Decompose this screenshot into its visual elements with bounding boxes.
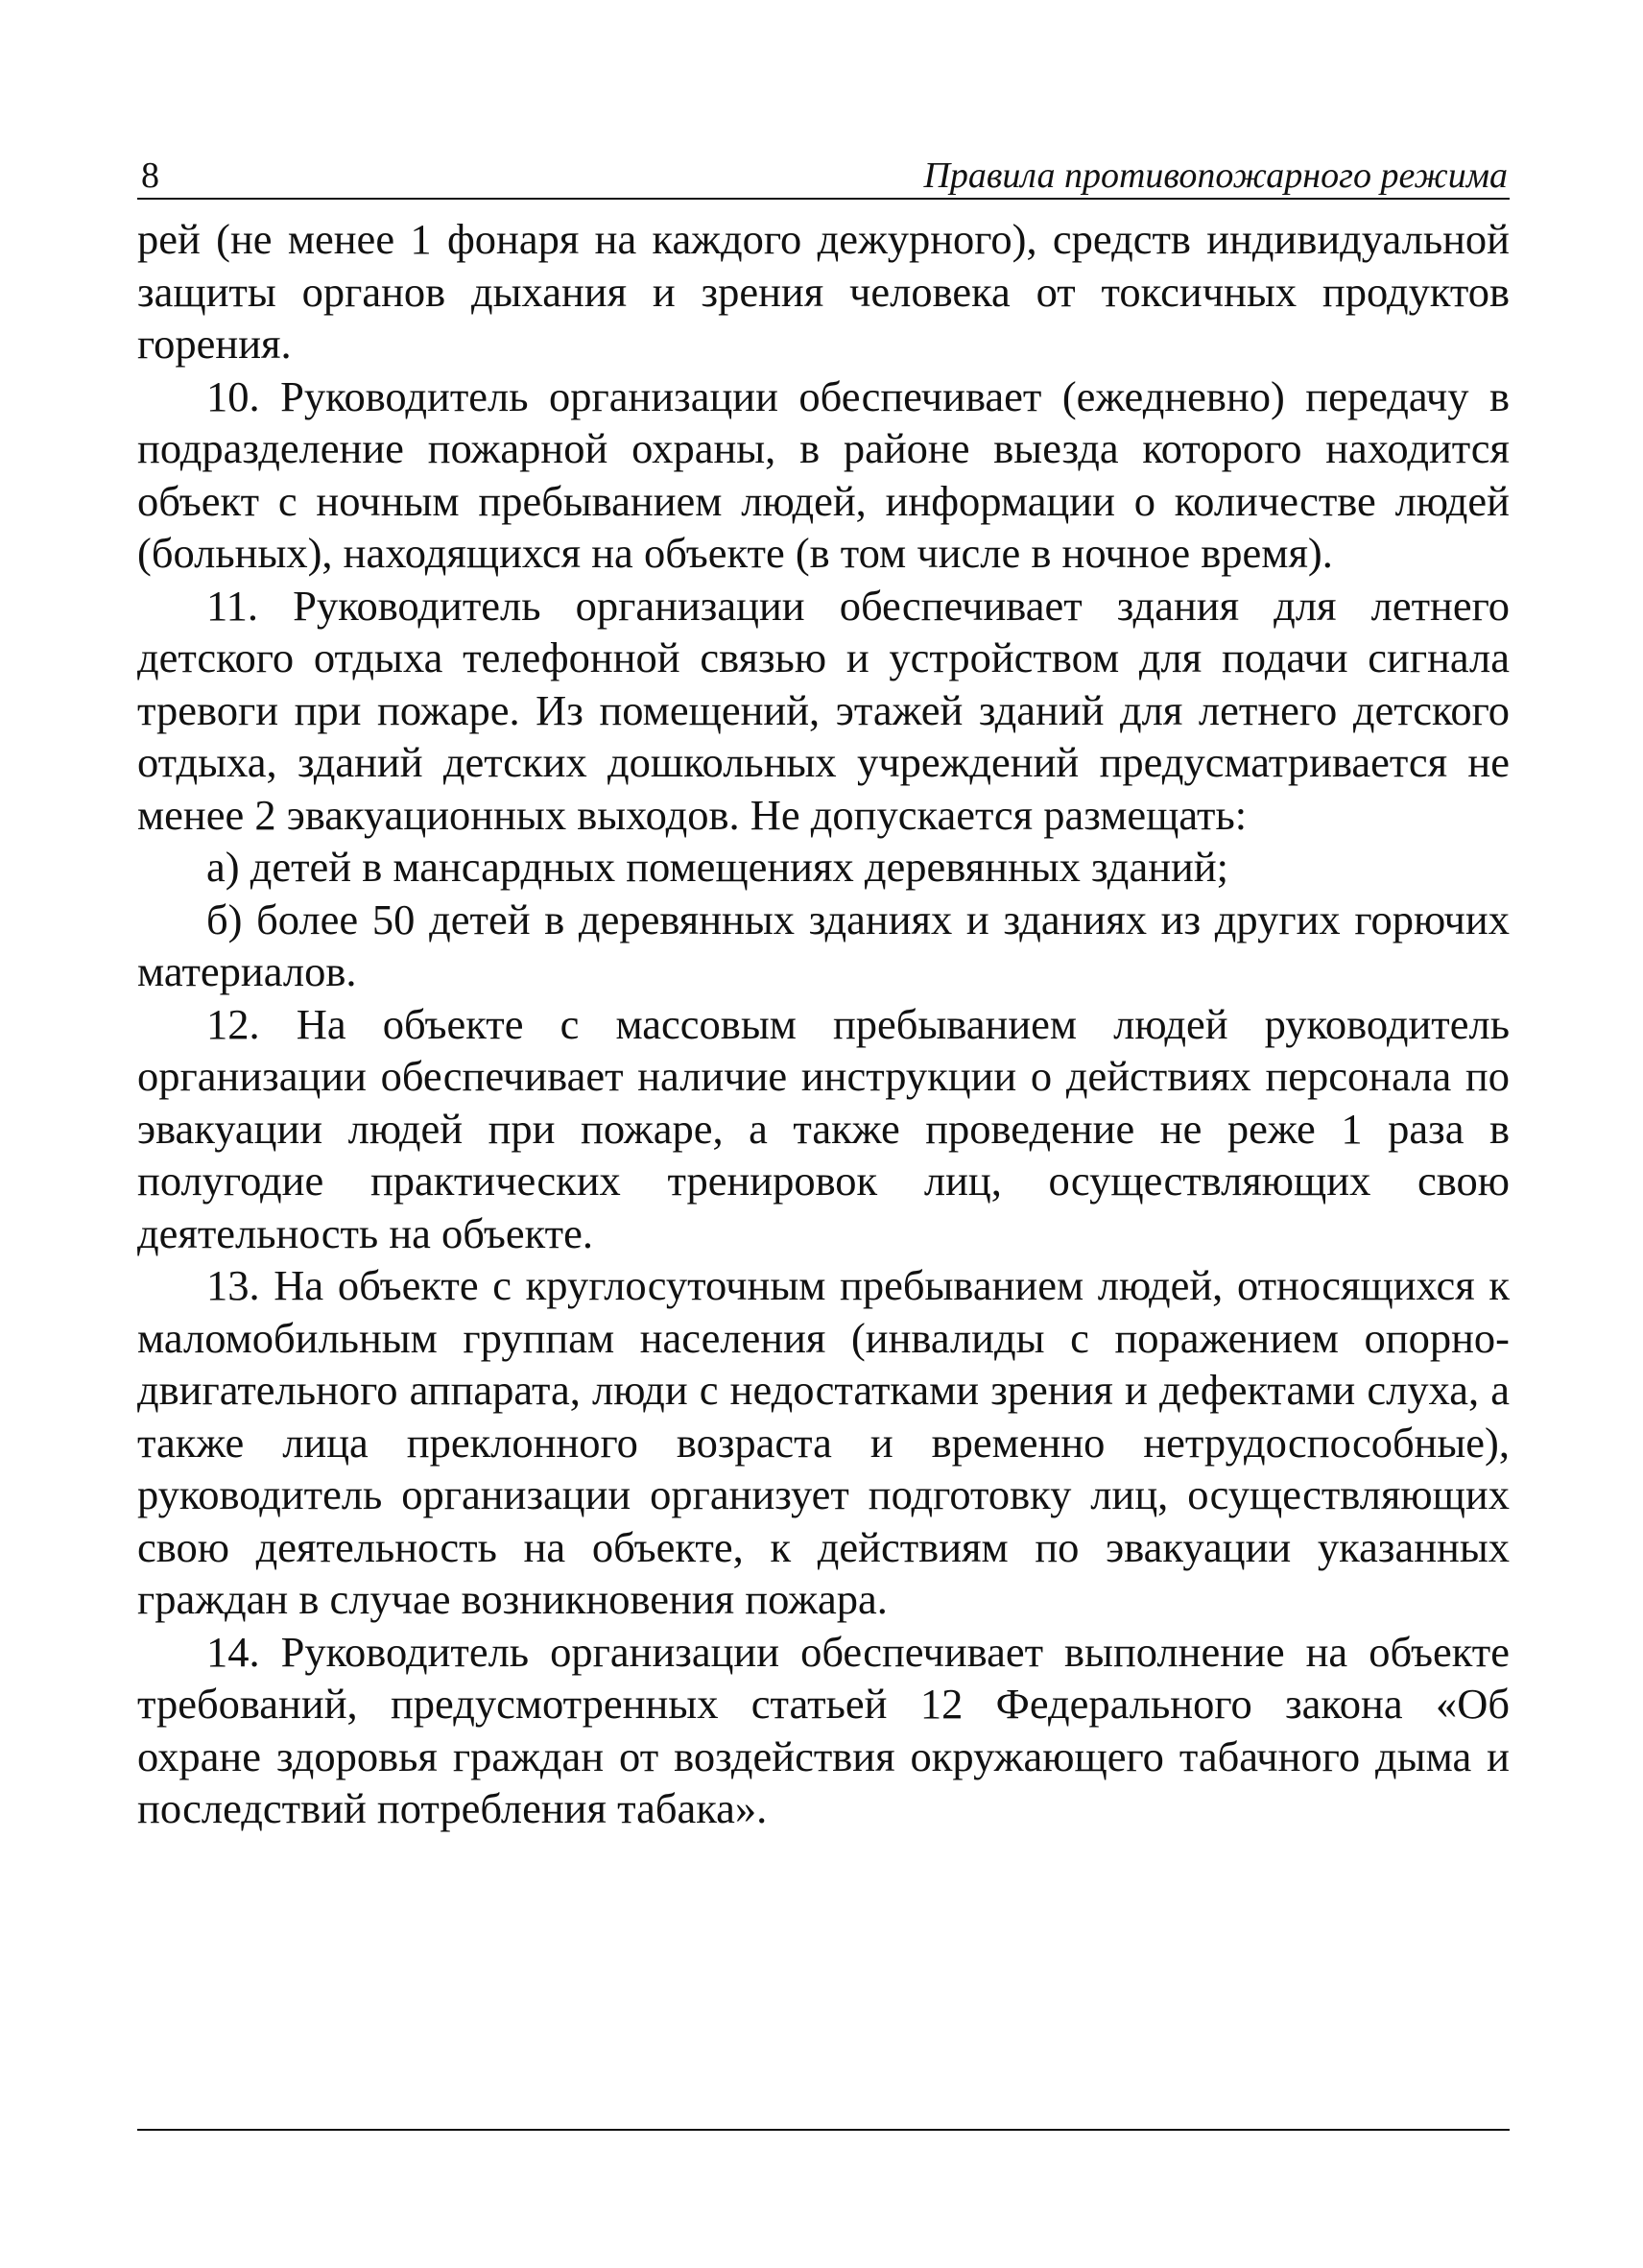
paragraph-item-10: 10. Руководитель организации обеспечивает (ежедневно) передачу в подразделение пожарной охраны, в районе выезда которого находится объект с ночным пребыванием людей, информации о количестве людей (больных), находящихся на объекте (в том числе в ночное время).	[137, 371, 1510, 577]
running-head	[137, 144, 1510, 198]
paragraph-item-11: 11. Руководитель организации обеспечивает здания для летнего детского отдыха телефонной связью и устройством для подачи сигнала тревоги при пожаре. Из помещений, этажей зданий для летнего детского отдыха, зданий детских дошкольных учреждений предусматривается не менее 2 эвакуационных выходов. Не допускается размещать:	[137, 581, 1510, 839]
running-title: Правила противопожарного режима	[923, 155, 1508, 196]
body-text	[137, 213, 1510, 1835]
paragraph-item-13: 13. На объекте с круглосуточным пребыванием людей, относящихся к маломобильным группам населения (инвалиды с поражением опорно-двигательного аппарата, люди с недостатками зрения и дефектами слуха, а также лица преклонного возраста и временно нетрудоспособные), руководитель организации организует подготовку лиц, осуществляющих свою деятельность на объекте, к действиям по эвакуации указанных граждан в случае возникновения пожара.	[137, 1261, 1510, 1623]
paragraph-continuation: рей (не менее 1 фонаря на каждого дежурного), средств индивидуальной защиты органов дыхания и зрения человека от токсичных продуктов горения.	[137, 215, 1510, 368]
page-number: 8	[141, 155, 159, 196]
paragraph-item-12: 12. На объекте с массовым пребыванием людей руководитель организации обеспечивает наличие инструкции о действиях персонала по эвакуации людей при пожаре, а также проведение не реже 1 раза в полугодие практических тренировок лиц, осуществляющих свою деятельность на объекте.	[137, 999, 1510, 1257]
paragraph-item-14: 14. Руководитель организации обеспечивает выполнение на объекте требований, предусмотренных статьей 12 Федерального закона «Об охране здоровья граждан от воздействия окружающего табачного дыма и последствий потребления табака».	[137, 1627, 1510, 1832]
paragraph-item-11-b: б) более 50 детей в деревянных зданиях и зданиях из других горючих материалов.	[137, 895, 1510, 995]
footer-rule	[137, 2129, 1510, 2131]
header-rule	[137, 198, 1510, 200]
paragraph-item-11-a: а) детей в мансардных помещениях деревянных зданий;	[206, 843, 1229, 891]
